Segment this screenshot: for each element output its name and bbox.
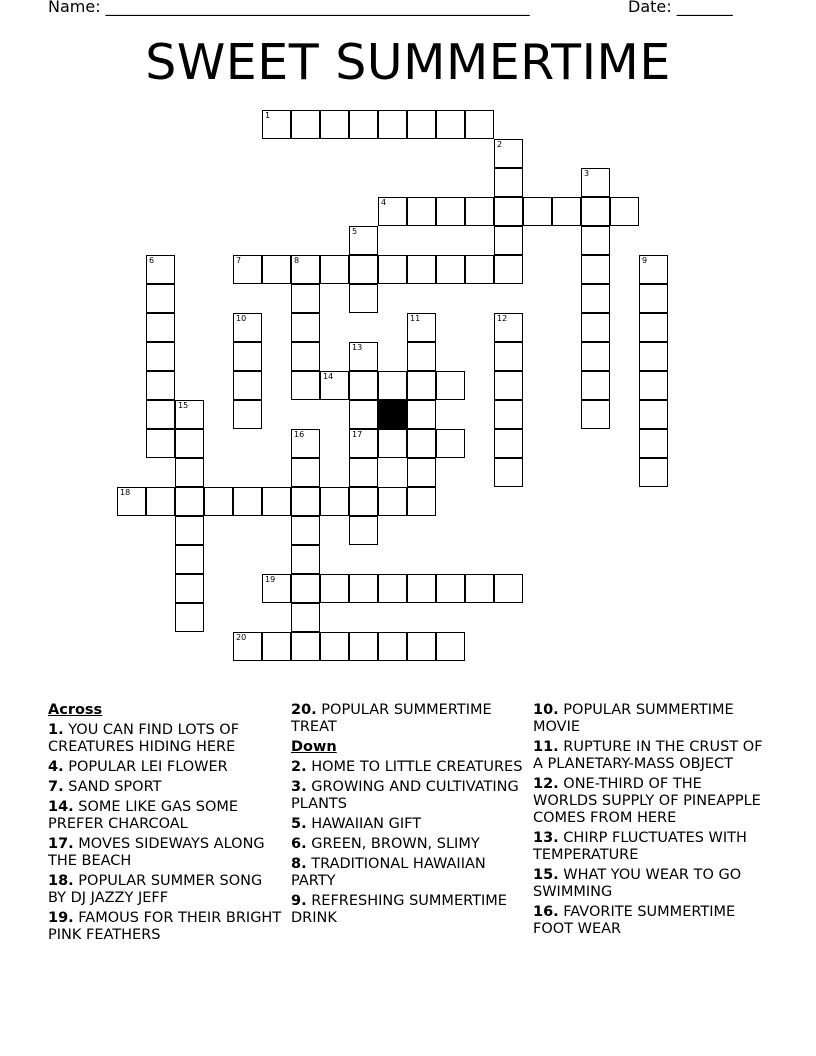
grid-cell[interactable]: [436, 197, 465, 226]
grid-cell[interactable]: [320, 574, 349, 603]
grid-cell[interactable]: [175, 487, 204, 516]
grid-cell[interactable]: [494, 139, 523, 168]
grid-cell[interactable]: [407, 197, 436, 226]
clue-item: [48, 873, 283, 907]
cell-number: 12: [497, 314, 508, 323]
cell-number: 17: [352, 430, 363, 439]
page-title: SWEET SUMMERTIME: [145, 34, 671, 91]
grid-cell[interactable]: [175, 603, 204, 632]
grid-cell[interactable]: [291, 458, 320, 487]
clue-item: [48, 779, 283, 796]
grid-cell[interactable]: [581, 168, 610, 197]
grid-cell[interactable]: [494, 574, 523, 603]
grid-cell[interactable]: [233, 487, 262, 516]
grid-cell[interactable]: [175, 545, 204, 574]
grid-cell[interactable]: [494, 226, 523, 255]
clue-text: ONE-THIRD OF THE WORLDS SUPPLY OF PINEAPPLE COMES FROM HERE: [533, 776, 761, 826]
grid-cell[interactable]: [349, 284, 378, 313]
grid-cell[interactable]: [233, 400, 262, 429]
clue-item: [291, 779, 526, 813]
grid-cell[interactable]: [233, 313, 262, 342]
grid-cell[interactable]: [233, 371, 262, 400]
clue-item: [533, 867, 768, 901]
grid-cell[interactable]: [349, 110, 378, 139]
grid-cell[interactable]: [291, 110, 320, 139]
clue-column-2: [291, 702, 526, 930]
grid-cell[interactable]: [233, 255, 262, 284]
grid-cell[interactable]: [291, 255, 320, 284]
grid-cell[interactable]: [465, 574, 494, 603]
cell-number: 15: [178, 401, 189, 410]
black-cell: [378, 400, 407, 429]
grid-cell[interactable]: [639, 342, 668, 371]
grid-cell[interactable]: [436, 110, 465, 139]
grid-cell[interactable]: [349, 458, 378, 487]
grid-cell[interactable]: [581, 342, 610, 371]
grid-cell[interactable]: [349, 632, 378, 661]
grid-cell[interactable]: [581, 197, 610, 226]
cell-number: 10: [236, 314, 247, 323]
clue-text: GROWING AND CULTIVATING PLANTS: [291, 779, 519, 812]
clue-text: POPULAR LEI FLOWER: [63, 759, 228, 775]
grid-cell[interactable]: [407, 487, 436, 516]
clue-number: 19.: [48, 910, 74, 926]
grid-cell[interactable]: [291, 516, 320, 545]
clue-text: CHIRP FLUCTUATES WITH TEMPERATURE: [533, 830, 747, 863]
clue-item: [533, 776, 768, 827]
grid-cell[interactable]: [175, 516, 204, 545]
clue-item: [533, 739, 768, 773]
grid-cell[interactable]: [378, 487, 407, 516]
grid-cell[interactable]: [291, 545, 320, 574]
clue-number: 18.: [48, 873, 74, 889]
clue-number: 20.: [291, 702, 317, 718]
clue-text: HOME TO LITTLE CREATURES: [306, 759, 523, 775]
grid-cell[interactable]: [639, 255, 668, 284]
grid-cell[interactable]: [465, 110, 494, 139]
cell-number: 13: [352, 343, 363, 352]
clue-item: [291, 759, 526, 776]
grid-cell[interactable]: [407, 458, 436, 487]
grid-cell[interactable]: [349, 516, 378, 545]
clue-heading: Down: [291, 739, 337, 755]
grid-cell[interactable]: [581, 313, 610, 342]
grid-cell[interactable]: [175, 400, 204, 429]
grid-cell[interactable]: [378, 255, 407, 284]
grid-cell[interactable]: [349, 371, 378, 400]
clue-item: [291, 702, 526, 736]
cell-number: 2: [497, 140, 503, 149]
grid-cell[interactable]: [494, 255, 523, 284]
clue-number: 6.: [291, 836, 307, 852]
grid-cell[interactable]: [146, 284, 175, 313]
grid-cell[interactable]: [494, 429, 523, 458]
grid-cell[interactable]: [639, 284, 668, 313]
clue-text: REFRESHING SUMMERTIME DRINK: [291, 893, 507, 926]
clue-number: 7.: [48, 779, 64, 795]
header: [48, 0, 733, 16]
grid-cell[interactable]: [378, 197, 407, 226]
grid-cell[interactable]: [494, 197, 523, 226]
clue-number: 9.: [291, 893, 307, 909]
grid-cell[interactable]: [639, 371, 668, 400]
cell-number: 9: [642, 256, 648, 265]
clue-item: [48, 836, 283, 870]
grid-cell[interactable]: [262, 255, 291, 284]
grid-cell[interactable]: [436, 632, 465, 661]
clue-number: 3.: [291, 779, 307, 795]
clue-item: [291, 836, 526, 853]
grid-cell[interactable]: [494, 342, 523, 371]
grid-cell[interactable]: [349, 574, 378, 603]
cell-number: 4: [381, 198, 387, 207]
clue-number: 1.: [48, 722, 64, 738]
grid-cell[interactable]: [581, 371, 610, 400]
clue-item: [291, 856, 526, 890]
clue-number: 14.: [48, 799, 74, 815]
clue-item: [48, 722, 283, 756]
grid-cell[interactable]: [494, 400, 523, 429]
grid-cell[interactable]: [291, 429, 320, 458]
clue-text: HAWAIIAN GIFT: [306, 816, 422, 832]
clue-text: SAND SPORT: [63, 779, 162, 795]
grid-cell[interactable]: [639, 400, 668, 429]
clue-text: GREEN, BROWN, SLIMY: [306, 836, 480, 852]
grid-cell[interactable]: [146, 313, 175, 342]
clue-column-1: [48, 702, 283, 947]
clue-text: POPULAR SUMMERTIME MOVIE: [533, 702, 734, 735]
clue-item: [533, 904, 768, 938]
cell-number: 14: [323, 372, 334, 381]
clue-number: 10.: [533, 702, 559, 718]
grid-cell[interactable]: [523, 197, 552, 226]
grid-cell[interactable]: [378, 371, 407, 400]
clue-item: [291, 893, 526, 927]
clue-text: MOVES SIDEWAYS ALONG THE BEACH: [48, 836, 265, 869]
clue-text: YOU CAN FIND LOTS OF CREATURES HIDING HERE: [48, 722, 240, 755]
grid-cell[interactable]: [175, 429, 204, 458]
clue-text: POPULAR SUMMER SONG BY DJ JAZZY JEFF: [48, 873, 263, 906]
grid-cell[interactable]: [233, 632, 262, 661]
grid-cell[interactable]: [146, 487, 175, 516]
clue-column-3: [533, 702, 768, 941]
grid-cell[interactable]: [291, 603, 320, 632]
grid-cell[interactable]: [175, 458, 204, 487]
grid-cell[interactable]: [291, 487, 320, 516]
grid-cell[interactable]: [349, 255, 378, 284]
grid-cell[interactable]: [639, 458, 668, 487]
grid-cell[interactable]: [436, 574, 465, 603]
grid-cell[interactable]: [639, 429, 668, 458]
grid-cell[interactable]: [610, 197, 639, 226]
grid-cell[interactable]: [378, 110, 407, 139]
grid-cell[interactable]: [262, 574, 291, 603]
grid-cell[interactable]: [291, 574, 320, 603]
grid-cell[interactable]: [465, 197, 494, 226]
grid-cell[interactable]: [407, 255, 436, 284]
cell-number: 11: [410, 314, 421, 323]
clue-number: 13.: [533, 830, 559, 846]
cell-number: 6: [149, 256, 155, 265]
clue-item: [291, 816, 526, 833]
cell-number: 1: [265, 111, 271, 120]
grid-cell[interactable]: [291, 342, 320, 371]
grid-cell[interactable]: [436, 255, 465, 284]
grid-cell[interactable]: [146, 371, 175, 400]
grid-cell[interactable]: [146, 342, 175, 371]
grid-cell[interactable]: [146, 400, 175, 429]
grid-cell[interactable]: [407, 342, 436, 371]
grid-cell[interactable]: [291, 632, 320, 661]
grid-cell[interactable]: [436, 429, 465, 458]
clue-text: POPULAR SUMMERTIME TREAT: [291, 702, 492, 735]
grid-cell[interactable]: [291, 371, 320, 400]
grid-cell[interactable]: [494, 371, 523, 400]
grid-cell[interactable]: [407, 110, 436, 139]
clue-item: [48, 759, 283, 776]
clue-text: RUPTURE IN THE CRUST OF A PLANETARY-MASS OBJECT: [533, 739, 763, 772]
grid-cell[interactable]: [581, 226, 610, 255]
clue-number: 4.: [48, 759, 64, 775]
clue-text: TRADITIONAL HAWAIIAN PARTY: [291, 856, 486, 889]
grid-cell[interactable]: [639, 313, 668, 342]
grid-cell[interactable]: [349, 487, 378, 516]
cell-number: 8: [294, 256, 300, 265]
cell-number: 16: [294, 430, 305, 439]
grid-cell[interactable]: [117, 487, 146, 516]
clue-heading: Across: [48, 702, 103, 718]
grid-cell[interactable]: [349, 342, 378, 371]
grid-cell[interactable]: [407, 400, 436, 429]
grid-cell[interactable]: [581, 400, 610, 429]
grid-cell[interactable]: [436, 371, 465, 400]
clue-text: SOME LIKE GAS SOME PREFER CHARCOAL: [48, 799, 239, 832]
grid-cell[interactable]: [320, 371, 349, 400]
clue-number: 16.: [533, 904, 559, 920]
date-field[interactable]: Date: _______: [628, 0, 733, 16]
grid-cell[interactable]: [494, 313, 523, 342]
clue-number: 15.: [533, 867, 559, 883]
cell-number: 18: [120, 488, 131, 497]
cell-number: 19: [265, 575, 276, 584]
grid-cell[interactable]: [378, 574, 407, 603]
grid-cell[interactable]: [291, 284, 320, 313]
grid-cell[interactable]: [407, 429, 436, 458]
clue-number: 5.: [291, 816, 307, 832]
grid-cell[interactable]: [204, 487, 233, 516]
clue-text: FAVORITE SUMMERTIME FOOT WEAR: [533, 904, 736, 937]
grid-cell[interactable]: [581, 284, 610, 313]
grid-cell[interactable]: [465, 255, 494, 284]
clue-text: FAMOUS FOR THEIR BRIGHT PINK FEATHERS: [48, 910, 282, 943]
clue-number: 2.: [291, 759, 307, 775]
clue-text: WHAT YOU WEAR TO GO SWIMMING: [533, 867, 742, 900]
clue-item: [533, 830, 768, 864]
cell-number: 20: [236, 633, 247, 642]
grid-cell[interactable]: [175, 574, 204, 603]
grid-cell[interactable]: [349, 226, 378, 255]
grid-cell[interactable]: [349, 400, 378, 429]
grid-cell[interactable]: [320, 632, 349, 661]
grid-cell[interactable]: [407, 574, 436, 603]
name-field[interactable]: Name: _____________________________________________________: [48, 0, 530, 16]
clue-number: 11.: [533, 739, 559, 755]
grid-cell[interactable]: [552, 197, 581, 226]
grid-cell[interactable]: [233, 342, 262, 371]
cell-number: 7: [236, 256, 242, 265]
grid-cell[interactable]: [349, 429, 378, 458]
clue-number: 17.: [48, 836, 74, 852]
grid-cell[interactable]: [291, 313, 320, 342]
grid-cell[interactable]: [407, 371, 436, 400]
clue-number: 8.: [291, 856, 307, 872]
grid-cell[interactable]: [494, 458, 523, 487]
grid-cell[interactable]: [407, 632, 436, 661]
grid-cell[interactable]: [262, 110, 291, 139]
cell-number: 3: [584, 169, 590, 178]
grid-cell[interactable]: [320, 255, 349, 284]
grid-cell[interactable]: [581, 255, 610, 284]
clue-item: [533, 702, 768, 736]
grid-cell[interactable]: [378, 632, 407, 661]
grid-cell[interactable]: [146, 429, 175, 458]
grid-cell[interactable]: [320, 110, 349, 139]
grid-cell[interactable]: [146, 255, 175, 284]
clue-item: [48, 799, 283, 833]
grid-cell[interactable]: [494, 168, 523, 197]
grid-cell[interactable]: [378, 429, 407, 458]
clue-number: 12.: [533, 776, 559, 792]
grid-cell[interactable]: [262, 632, 291, 661]
cell-number: 5: [352, 227, 358, 236]
grid-cell[interactable]: [407, 313, 436, 342]
clue-item: [48, 910, 283, 944]
grid-cell[interactable]: [262, 487, 291, 516]
grid-cell[interactable]: [320, 487, 349, 516]
